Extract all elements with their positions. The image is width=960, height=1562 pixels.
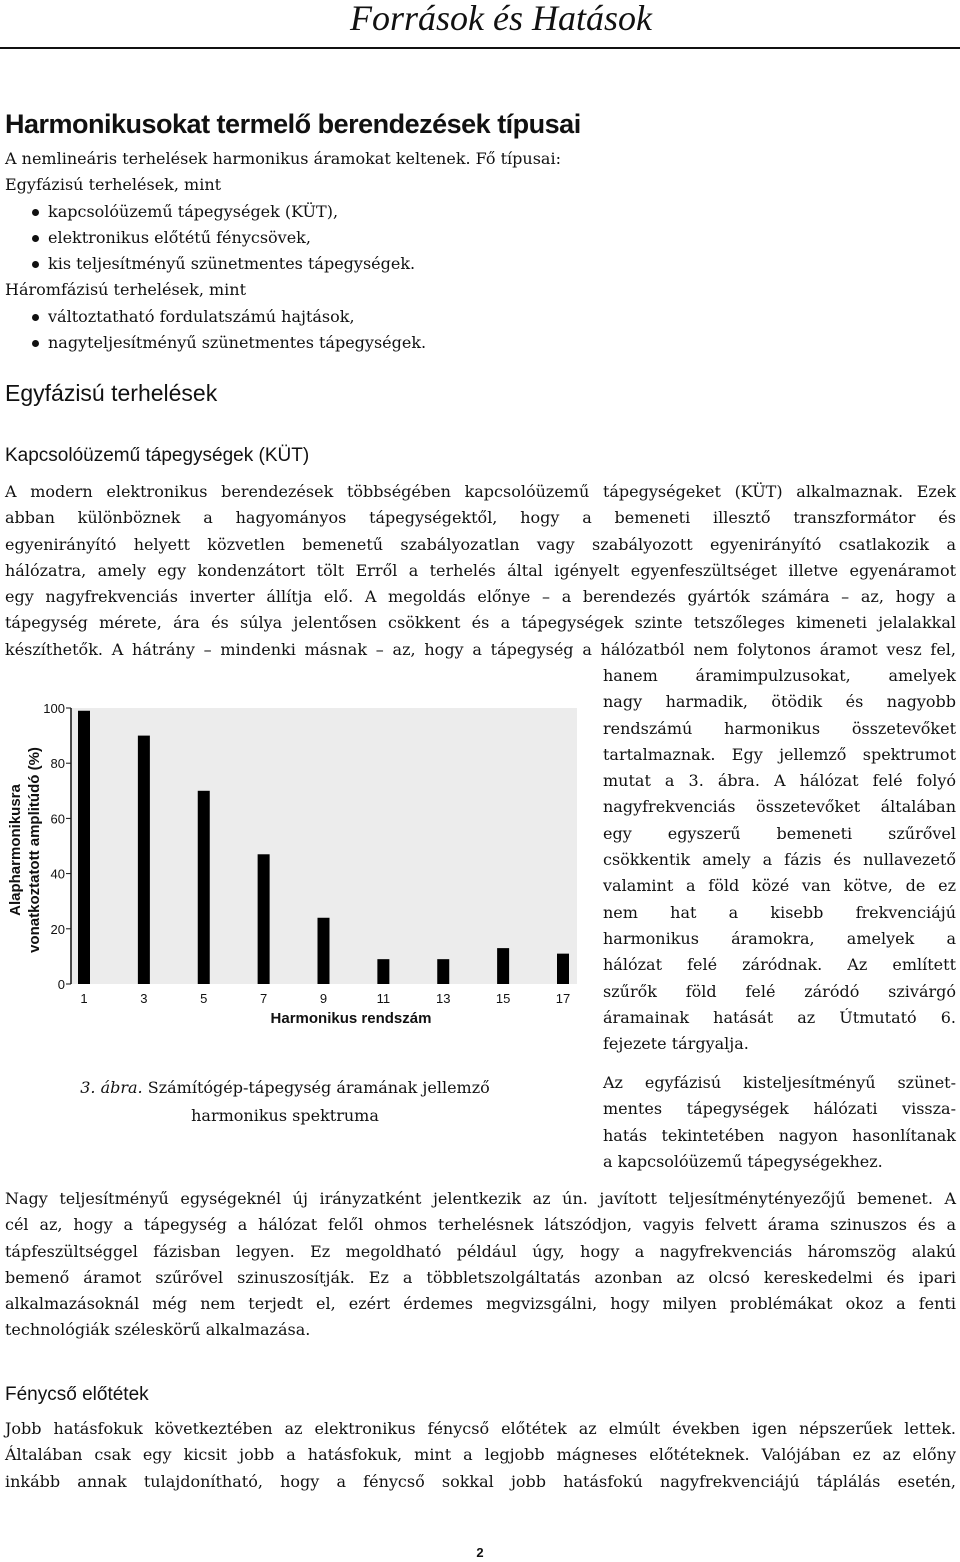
y-tick-label: 20 (50, 921, 65, 937)
text-line: alkalmazásoknál még nem terjedt el, ezért érdemes megvizsgálni, hogy milyen problémákat okoz a fenti (5, 1294, 956, 1314)
paragraph-smps (5, 479, 956, 663)
text-line: egy nagyfrekvenciás inverter állítja elő. A megoldás előnye – a berendezés gyártók számára – az, hogy a (5, 587, 956, 607)
caption-text: Számítógép-tápegység áramának jellemző (142, 1078, 490, 1097)
page-number: 2 (476, 1545, 484, 1560)
figure-caption (40, 1074, 530, 1130)
y-tick-label: 100 (43, 701, 65, 716)
text-line: nagyfrekvenciás összetevőket általában (603, 797, 956, 817)
text-line: csökkentik amely a fázis és nullavezető (603, 850, 956, 870)
harmonic-spectrum-chart (0, 690, 590, 1030)
text-line: tápfeszültséggel fázisban legyen. Ez megoldható például úgy, hogy a nagyfrekvenciás háromszög alakú (5, 1241, 956, 1261)
list-item: változtatható fordulatszámú hajtások, (5, 304, 561, 330)
bar-harmonic-13 (437, 959, 449, 984)
text-line: nagy harmadik, ötödik és nagyobb (603, 692, 956, 712)
intro-text: A nemlineáris terhelések harmonikus áramokat keltenek. Fő típusai: (5, 149, 561, 168)
x-tick-label: 9 (319, 991, 328, 1006)
intro-block (5, 146, 561, 356)
x-tick-label: 17 (555, 991, 571, 1006)
text-line: hatás tekintetében nagyon hasonlítanak (603, 1125, 956, 1145)
bar-harmonic-7 (258, 854, 270, 984)
text-line: valamint a föld közé van kötve, de ez (603, 876, 956, 896)
header-title: Források és Hatások (350, 0, 652, 38)
y-tick-label: 0 (57, 977, 65, 992)
section-heading-single-phase: Egyfázisú terhelések (5, 380, 218, 406)
y-tick-label: 80 (50, 756, 65, 772)
x-tick-label: 3 (140, 991, 148, 1006)
y-tick-label: 60 (50, 811, 65, 827)
subheading-smps: Kapcsolóüzemű tápegységek (KÜT) (5, 445, 310, 466)
text-line: inkább annak tulajdonítható, hogy a fénycső sokkal jobb hatásfokú nagyfrekvenciájú táplálás esetén, (5, 1471, 956, 1491)
text-line: nem hat a kisebb frekvenciájú (603, 902, 956, 922)
text-line: Nagy teljesítményű egységeknél új irányzatként jelentkezik az ún. javított teljesítménytényezőjű bemenet. A (5, 1189, 956, 1208)
y-axis-label-line2: vonatkoztatott amplitúdó (%) (26, 747, 43, 953)
text-line: Jobb hatásfokuk következtében az elektronikus fénycső előtétek az elmúlt években igen népszerűek lettek. (5, 1419, 956, 1438)
paragraph-right-column-2 (603, 1070, 956, 1175)
y-tick-label: 40 (50, 866, 65, 882)
paragraph-pfc (5, 1186, 956, 1344)
x-tick-label: 5 (200, 991, 208, 1006)
caption-text-line2: harmonikus spektruma (191, 1106, 379, 1125)
text-line: egy egyszerű bemeneti szűrővel (603, 823, 956, 843)
text-line: bemenő áramot szűrővel szinuszosítják. Ez a többletszolgáltatás azonban az olcsó kereskedelmi és ipari (5, 1267, 956, 1287)
text-line: cél az, hogy a tápegység a hálózat felől ohmos terhelésnek látszódjon, vagyis felvett árama szinuszos és a (5, 1215, 956, 1235)
text-line: tartalmaznak. Egy jellemző spektrumot (603, 744, 956, 764)
text-line: A modern elektronikus berendezések többségében kapcsolóüzemű tápegységeket (KÜT) alkalmaznak. Ezek (5, 482, 956, 501)
text-line: szűrők föld felé záródó szivárgó (603, 981, 956, 1001)
text-line: Az egyfázisú kisteljesítményű szünet- (603, 1073, 956, 1092)
bar-harmonic-11 (377, 959, 389, 984)
text-line: hálózatra, amely egy kondenzátort tölt Erről a terhelés által igényelt egyenfeszültséget illetve egyenáramot (5, 560, 956, 580)
bar-harmonic-5 (198, 791, 210, 984)
text-line: fejezete tárgyalja. (603, 1034, 749, 1054)
text-line: harmonikus áramokra, amelyek a (603, 928, 956, 948)
text-line: abban különböznek a hagyományos tápegységektől, hogy a bemeneti illesztő transzformátor és (5, 508, 956, 528)
bar-harmonic-9 (318, 918, 330, 984)
single-phase-label: Egyfázisú terhelések, mint (5, 175, 222, 195)
subheading-ballasts: Fénycső előtétek (5, 1384, 149, 1405)
text-line: tápegység mérete, ára és súlya jelentősen csökkent és a tápegységek szinte tetszőleges kimeneti jelalakkal (5, 613, 956, 633)
text-line: mutat a 3. ábra. A hálózat felé folyó (603, 771, 956, 791)
x-tick-label: 11 (376, 991, 391, 1006)
paragraph-ballasts (5, 1416, 956, 1495)
bar-harmonic-3 (138, 736, 150, 984)
list-item: nagyteljesítményű szünetmentes tápegységek. (5, 330, 561, 356)
y-axis-label-line1: Alapharmonikusra (7, 784, 24, 916)
x-tick-label: 13 (436, 991, 451, 1006)
x-tick-label: 15 (495, 991, 511, 1006)
x-axis-label: Harmonikus rendszám (270, 1010, 432, 1027)
text-line: hanem áramimpulzusokat, amelyek (603, 666, 956, 685)
header-rule (0, 47, 960, 49)
three-phase-label: Háromfázisú terhelések, mint (5, 280, 247, 300)
text-line: a kapcsolóüzemű tápegységekhez. (603, 1151, 883, 1171)
text-line: mentes tápegységek hálózati vissza- (603, 1099, 956, 1119)
section-title: Harmonikusokat termelő berendezések típusai (5, 109, 581, 139)
list-item: elektronikus előtétű fénycsövek, (5, 225, 561, 251)
x-tick-label: 1 (80, 991, 88, 1006)
text-line: áramainak hatását az Útmutató 6. (603, 1007, 956, 1027)
text-line: készíthetők. A hátrány – mindenki másnak – az, hogy a tápegység a hálózatból nem folytonos áramot vesz fel, (5, 639, 956, 659)
caption-label: 3. ábra. (80, 1078, 143, 1097)
text-line: egyenirányító helyett közvetlen bemenetű szabályozatlan vagy szabályozott egyenirányító csatlakozik a (5, 534, 956, 554)
paragraph-right-column (603, 663, 956, 1057)
text-line: technológiák széleskörű alkalmazása. (5, 1320, 311, 1340)
bar-harmonic-17 (557, 954, 569, 984)
x-tick-label: 7 (260, 991, 268, 1006)
list-item: kapcsolóüzemű tápegységek (KÜT), (5, 199, 561, 225)
text-line: rendszámú harmonikus összetevőket (603, 718, 956, 738)
bar-harmonic-15 (497, 948, 509, 984)
text-line: hálózat felé záródnak. Az említett (603, 955, 956, 975)
list-item: kis teljesítményű szünetmentes tápegységek. (5, 251, 561, 277)
text-line: Általában csak egy kicsit jobb a hatásfokuk, mint a legjobb mágneses előtéteknek. Valójában ez az előny (5, 1445, 956, 1465)
bar-harmonic-1 (78, 711, 90, 984)
